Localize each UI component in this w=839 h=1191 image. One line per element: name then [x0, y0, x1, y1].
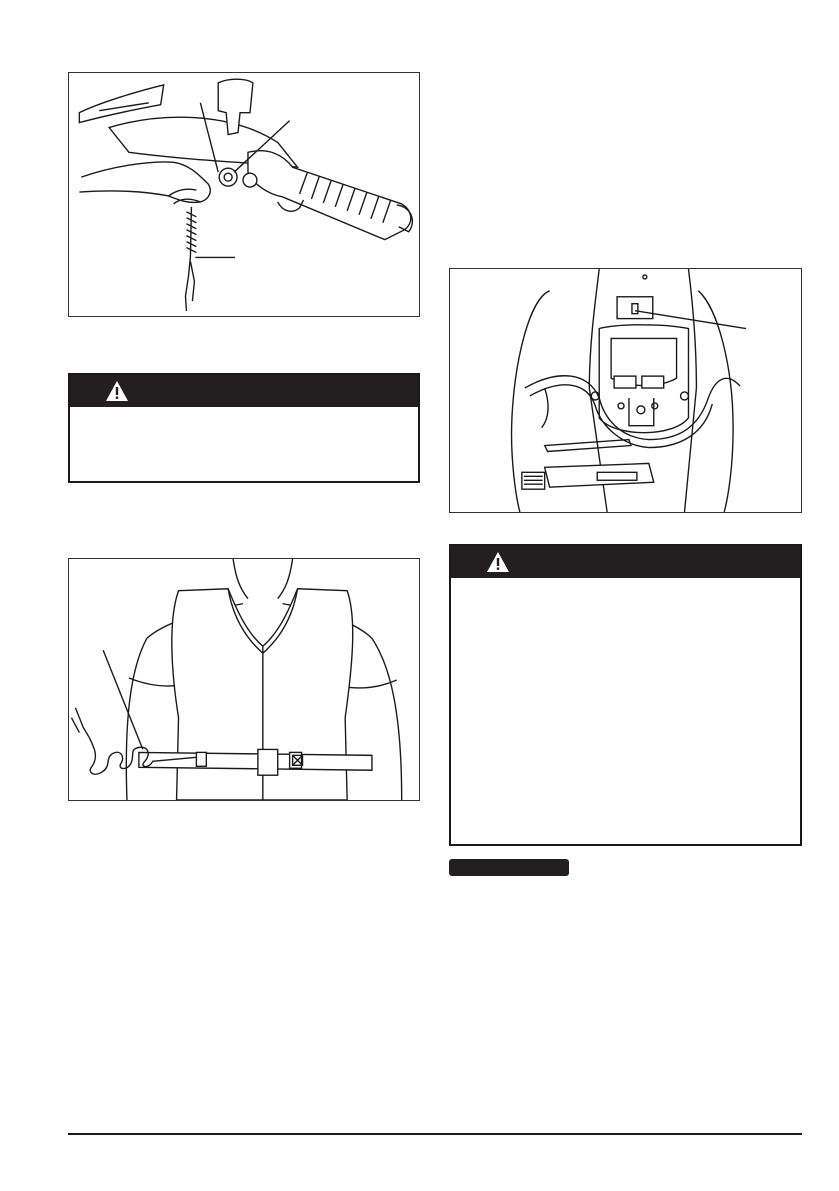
tiller-handle-lanyard-illustration: [69, 73, 419, 316]
footer-rule: [68, 1133, 802, 1135]
notice-badge: [449, 859, 569, 876]
warning-triangle-icon: [485, 550, 511, 574]
warning-box-1: [68, 373, 420, 483]
tiller-grip-figure: [68, 72, 420, 317]
engine-stop-switch-figure: [449, 268, 802, 513]
warning-header-2: [451, 546, 800, 578]
life-vest-lanyard-illustration: [69, 559, 419, 800]
warning-box-2: [449, 544, 802, 846]
warning-header-1: [70, 375, 418, 407]
warning-triangle-icon: [104, 379, 130, 403]
engine-stop-switch-illustration: [450, 269, 801, 512]
life-vest-figure: [68, 558, 420, 801]
